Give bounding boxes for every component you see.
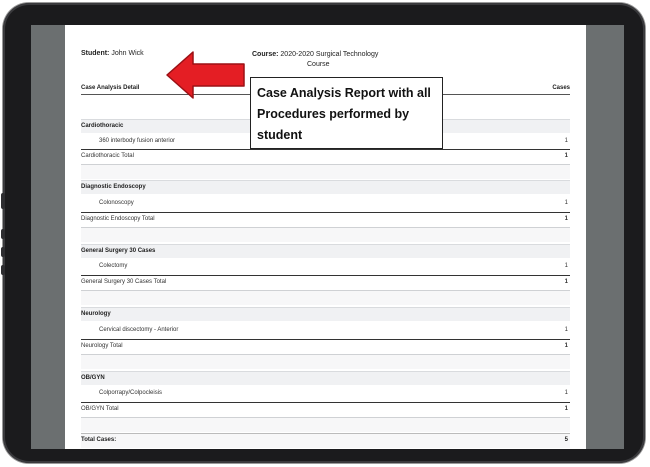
column-header-detail: Case Analysis Detail [81, 85, 140, 91]
callout-line2: Procedures performed by [257, 107, 410, 121]
tablet-frame [3, 3, 645, 463]
student-header [81, 50, 144, 57]
category-name: General Surgery 30 Cases [81, 248, 156, 254]
category-total-cases: 1 [564, 406, 568, 412]
category-total-row [81, 402, 570, 418]
procedure-cases: 1 [564, 390, 568, 396]
procedure-cases: 1 [564, 138, 568, 144]
procedure-row [81, 197, 570, 210]
grand-total-label: Total Cases: [81, 437, 117, 443]
course-name-line2: Course [307, 61, 330, 68]
procedure-name: Cervical discectomy - Anterior [99, 327, 179, 333]
arrow-shape [167, 52, 244, 98]
tablet-side-button-low [1, 247, 5, 257]
tablet-side-button-bottom [1, 265, 5, 275]
category-total-row [81, 149, 570, 165]
annotation-callout-box [250, 77, 443, 149]
category-total-label: Cardiothoracic Total [81, 153, 134, 159]
category-total-cases: 1 [564, 279, 568, 285]
category-row [81, 371, 570, 385]
procedure-cases: 1 [564, 200, 568, 206]
procedure-cases: 1 [564, 263, 568, 269]
category-name: Diagnostic Endoscopy [81, 184, 146, 190]
student-name: John Wick [111, 50, 144, 57]
category-total-row [81, 339, 570, 355]
category-row [81, 307, 570, 321]
category-total-label: Neurology Total [81, 343, 123, 349]
category-total-cases: 1 [564, 216, 568, 222]
red-arrow-icon [166, 50, 246, 100]
section-gap [81, 228, 570, 242]
course-label: Course: [252, 51, 279, 58]
tablet-side-button-mid [1, 229, 5, 239]
grand-total-row [81, 433, 570, 448]
column-header-cases: Cases [552, 85, 570, 91]
category-total-label: General Surgery 30 Cases Total [81, 279, 167, 285]
procedure-name: 360 interbody fusion anterior [99, 138, 176, 144]
category-name: Neurology [81, 311, 111, 317]
section-gap [81, 418, 570, 432]
procedure-cases: 1 [564, 327, 568, 333]
category-row [81, 180, 570, 194]
category-total-label: OB/GYN Total [81, 406, 119, 412]
category-total-row [81, 212, 570, 228]
procedure-row [81, 260, 570, 273]
course-name-line1: 2020-2020 Surgical Technology [280, 51, 379, 58]
procedure-name: Colonoscopy [99, 200, 134, 206]
category-name: OB/GYN [81, 375, 105, 381]
category-total-label: Diagnostic Endoscopy Total [81, 216, 155, 222]
procedure-name: Colectomy [99, 263, 128, 269]
grand-total-value: 5 [564, 437, 568, 443]
section-gap [81, 165, 570, 179]
student-label: Student: [81, 50, 110, 57]
category-total-row [81, 275, 570, 291]
procedure-name: Colporrapy/Colpocleisis [99, 390, 163, 396]
tablet-side-button-top [1, 193, 5, 209]
course-header [252, 50, 402, 70]
procedure-row [81, 324, 570, 337]
category-total-cases: 1 [564, 343, 568, 349]
category-name: Cardiothoracic [81, 123, 124, 129]
procedure-row [81, 387, 570, 400]
section-gap [81, 355, 570, 369]
callout-line3: student [257, 128, 303, 142]
category-total-cases: 1 [564, 153, 568, 159]
category-row [81, 244, 570, 258]
callout-line1: Case Analysis Report with all [257, 86, 431, 100]
section-gap [81, 291, 570, 305]
